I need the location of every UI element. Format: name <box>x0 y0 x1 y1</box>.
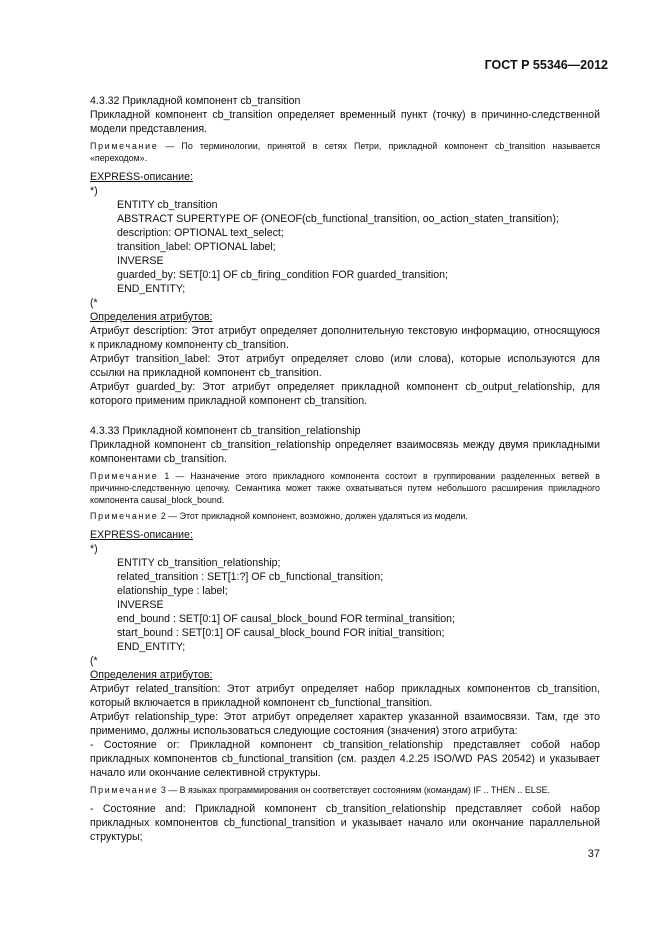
express-open: *) <box>90 543 98 555</box>
section-definition: Прикладной компонент cb_transition_relationship определяет взаимосвязь между двумя прикладными компонентами cb_transition. <box>90 439 600 465</box>
note-text: 2 — Этот прикладной компонент, возможно, должен удаляться из модели. <box>158 511 468 521</box>
code-line: ENTITY cb_transition_relationship; <box>117 557 281 569</box>
note-text: — По терминологии, принятой в сетях Петри, прикладной компонент cb_transition называется «переходом». <box>90 141 600 163</box>
state-or-description: - Состояние or: Прикладной компонент cb_transition_relationship представляет собой набор прикладных компонентов cb_functional_transition (см. раздел 4.2.25 ISO/WD PAS 20542) и указывает начало или окончание селективной структуры. <box>90 739 600 779</box>
attribute-definition: Атрибут transition_label: Этот атрибут определяет слово (или слова), которые используются для ссылки на прикладной компонент cb_transition. <box>90 353 600 379</box>
express-code-block <box>90 556 600 654</box>
code-line: guarded_by: SET[0:1] OF cb_firing_condition FOR guarded_transition; <box>117 269 448 281</box>
code-line: ENTITY cb_transition <box>117 199 218 211</box>
code-line: ABSTRACT SUPERTYPE OF (ONEOF(cb_functional_transition, oo_action_staten_transition); <box>117 213 559 225</box>
attribute-definition: Атрибут guarded_by: Этот атрибут определяет прикладной компонент cb_output_relationship, для которого применим прикладной компонент cb_transition. <box>90 381 600 407</box>
express-code-block <box>90 198 600 296</box>
attribute-definition: Атрибут relationship_type: Этот атрибут определяет характер указанной взаимосвязи. Там, где это применимо, должны использоваться следующие состояния (значения) этого атрибута: <box>90 711 600 737</box>
state-and-description: - Состояние and: Прикладной компонент cb_transition_relationship представляет собой набор прикладных компонентов cb_functional_transition и указывает начало или окончание параллельной структуры; <box>90 803 600 843</box>
attribute-definition: Атрибут related_transition: Этот атрибут определяет набор прикладных компонентов cb_transition, который включается в прикладной компонент cb_functional_transition. <box>90 683 600 709</box>
code-line: INVERSE <box>117 255 164 267</box>
express-open: *) <box>90 185 98 197</box>
code-line: INVERSE <box>117 599 164 611</box>
section-heading-4-3-33: 4.3.33 Прикладной компонент cb_transition_relationship <box>90 425 361 437</box>
code-line: related_transition : SET[1:?] OF cb_functional_transition; <box>117 571 384 583</box>
code-line: END_ENTITY; <box>117 641 186 653</box>
express-close: (* <box>90 655 98 667</box>
code-line: start_bound : SET[0:1] OF causal_block_bound FOR initial_transition; <box>117 627 445 639</box>
note <box>90 510 600 522</box>
section-heading-4-3-32: 4.3.32 Прикладной компонент cb_transition <box>90 95 301 107</box>
note <box>90 140 600 164</box>
note <box>90 470 600 506</box>
note-text: 3 — В языках программирования он соответствует состояниям (командам) IF .. THEN .. ELSE. <box>158 785 551 795</box>
note-text: 1 — Назначение этого прикладного компонента состоит в группировании разделенных ветвей в причинно-следственную цепочку. Семантика может также охватываться путем небольшого расширения прикладного компонента causal_block_bound. <box>90 471 600 505</box>
code-line: description: OPTIONAL text_select; <box>117 227 284 239</box>
attributes-title: Определения атрибутов: <box>90 669 213 681</box>
express-close: (* <box>90 297 98 309</box>
page-body <box>90 94 600 844</box>
note <box>90 784 600 796</box>
note-label: Примечание <box>90 471 159 481</box>
express-title: EXPRESS-описание: <box>90 171 193 183</box>
code-line: END_ENTITY; <box>117 283 186 295</box>
document-id: ГОСТ Р 55346—2012 <box>484 58 608 72</box>
code-line: elationship_type : label; <box>117 585 228 597</box>
code-line: transition_label: OPTIONAL label; <box>117 241 276 253</box>
section-definition: Прикладной компонент cb_transition определяет временный пункт (точку) в причинно-следственной модели представления. <box>90 109 600 135</box>
note-label: Примечание <box>90 511 159 521</box>
code-line: end_bound : SET[0:1] OF causal_block_bound FOR terminal_transition; <box>117 613 456 625</box>
note-label: Примечание <box>90 785 159 795</box>
attributes-title: Определения атрибутов: <box>90 311 213 323</box>
express-title: EXPRESS-описание: <box>90 529 193 541</box>
attribute-definition: Атрибут description: Этот атрибут определяет дополнительную текстовую информацию, относящуюся к прикладному компоненту cb_transition. <box>90 325 600 351</box>
note-label: Примечание <box>90 141 159 151</box>
page-number: 37 <box>587 848 600 860</box>
